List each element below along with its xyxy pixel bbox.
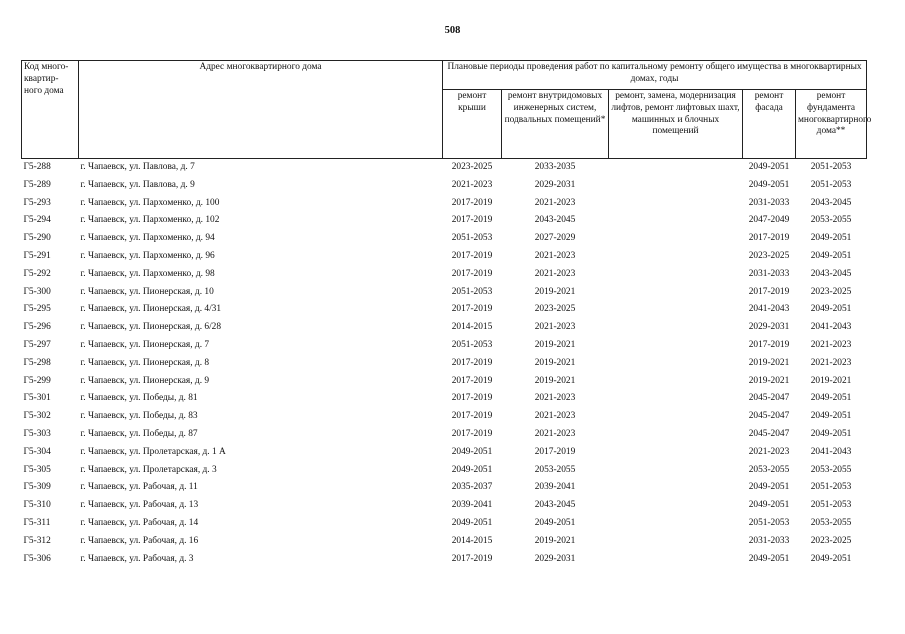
cell-foundation: 2049-2051 (810, 393, 852, 404)
cell-foundation: 2041-2043 (810, 446, 852, 457)
cell-address: г. Чапаевск, ул. Пионерская, д. 7 (80, 339, 210, 350)
cell-facade: 2019-2021 (748, 375, 790, 386)
cell-engineering: 2043-2045 (534, 500, 576, 511)
cell-facade: 2031-2033 (748, 268, 790, 279)
cell-address: г. Чапаевск, ул. Пархоменко, д. 100 (80, 197, 220, 208)
table-row (22, 551, 867, 569)
cell-roof: 2035-2037 (451, 482, 493, 493)
cell-engineering: 2023-2025 (534, 304, 576, 315)
cell-address: г. Чапаевск, ул. Рабочая, д. 14 (80, 517, 199, 528)
cell-foundation: 2021-2023 (810, 357, 852, 368)
cell-facade: 2041-2043 (748, 304, 790, 315)
table-row (22, 212, 867, 230)
cell-roof: 2023-2025 (451, 162, 493, 173)
cell-foundation: 2043-2045 (810, 268, 852, 279)
cell-engineering: 2049-2051 (534, 517, 576, 528)
cell-engineering: 2029-2031 (534, 553, 576, 564)
cell-engineering: 2017-2019 (534, 446, 576, 457)
cell-address: г. Чапаевск, ул. Пархоменко, д. 96 (80, 251, 215, 261)
cell-facade: 2017-2019 (748, 233, 790, 244)
cell-roof: 2017-2019 (451, 268, 493, 279)
cell-address: г. Чапаевск, ул. Пархоменко, д. 98 (80, 268, 215, 279)
cell-foundation: 2049-2051 (810, 233, 852, 244)
cell-elevator (609, 195, 743, 213)
cell-engineering: 2021-2023 (534, 428, 576, 439)
cell-facade: 2053-2055 (748, 464, 790, 475)
table-row (22, 390, 867, 408)
cell-foundation: 2053-2055 (810, 517, 852, 528)
cell-engineering: 2019-2021 (534, 535, 576, 546)
cell-elevator (609, 212, 743, 230)
cell-elevator (609, 444, 743, 462)
cell-engineering: 2021-2023 (534, 251, 576, 261)
header-periods: Плановые периоды проведения работ по капитальному ремонту общего имущества в многоквартирных домах, годы (443, 61, 867, 90)
cell-facade: 2017-2019 (748, 339, 790, 350)
cell-elevator (609, 551, 743, 569)
cell-code: Г5-297 (23, 339, 51, 350)
header-facade: ремонт фасада (743, 90, 796, 159)
cell-facade: 2031-2033 (748, 197, 790, 208)
header-address: Адрес многоквартирного дома (79, 61, 443, 159)
cell-engineering: 2029-2031 (534, 179, 576, 190)
cell-engineering: 2043-2045 (534, 215, 576, 226)
cell-roof: 2014-2015 (451, 535, 493, 546)
table-row (22, 230, 867, 248)
cell-elevator (609, 462, 743, 480)
cell-engineering: 2039-2041 (534, 482, 576, 493)
header-foundation: ремонт фундамента многоквартирного дома** (796, 90, 867, 159)
cell-roof: 2017-2019 (451, 197, 493, 208)
cell-roof: 2017-2019 (451, 375, 493, 386)
cell-address: г. Чапаевск, ул. Пионерская, д. 8 (80, 357, 210, 368)
table-row (22, 301, 867, 319)
cell-address: г. Чапаевск, ул. Пархоменко, д. 94 (80, 233, 215, 244)
cell-address: г. Чапаевск, ул. Рабочая, д. 16 (80, 535, 199, 546)
cell-roof: 2051-2053 (451, 286, 493, 297)
cell-code: Г5-296 (23, 322, 51, 333)
cell-elevator (609, 497, 743, 515)
cell-code: Г5-310 (23, 500, 51, 511)
cell-address: г. Чапаевск, ул. Пархоменко, д. 102 (80, 215, 220, 226)
table-row (22, 462, 867, 480)
cell-code: Г5-291 (23, 251, 51, 261)
table-row (22, 284, 867, 302)
cell-facade: 2017-2019 (748, 286, 790, 297)
cell-elevator (609, 426, 743, 444)
cell-address: г. Чапаевск, ул. Рабочая, д. 13 (80, 500, 199, 511)
cell-foundation: 2051-2053 (810, 162, 852, 173)
cell-facade: 2045-2047 (748, 393, 790, 404)
cell-foundation: 2043-2045 (810, 197, 852, 208)
cell-code: Г5-300 (23, 286, 51, 297)
cell-foundation: 2051-2053 (810, 482, 852, 493)
table-row (22, 355, 867, 373)
cell-foundation: 2053-2055 (810, 215, 852, 226)
cell-facade: 2049-2051 (748, 179, 790, 190)
table-row (22, 195, 867, 213)
cell-code: Г5-302 (23, 411, 51, 422)
cell-roof: 2017-2019 (451, 553, 493, 564)
table-row (22, 248, 867, 266)
cell-elevator (609, 159, 743, 177)
cell-roof: 2017-2019 (451, 251, 493, 261)
cell-facade: 2021-2023 (748, 446, 790, 457)
cell-roof: 2049-2051 (451, 517, 493, 528)
cell-foundation: 2019-2021 (810, 375, 852, 386)
cell-facade: 2031-2033 (748, 535, 790, 546)
cell-foundation: 2049-2051 (810, 411, 852, 422)
cell-engineering: 2027-2029 (534, 233, 576, 244)
cell-elevator (609, 515, 743, 533)
cell-roof: 2017-2019 (451, 411, 493, 422)
cell-engineering: 2021-2023 (534, 197, 576, 208)
cell-code: Г5-301 (23, 393, 51, 404)
cell-foundation: 2053-2055 (810, 464, 852, 475)
cell-address: г. Чапаевск, ул. Павлова, д. 7 (80, 162, 195, 173)
cell-code: Г5-312 (23, 535, 51, 546)
cell-roof: 2014-2015 (451, 322, 493, 333)
cell-code: Г5-292 (23, 268, 51, 279)
cell-roof: 2039-2041 (451, 500, 493, 511)
table-row (22, 373, 867, 391)
cell-foundation: 2049-2051 (810, 251, 852, 261)
cell-engineering: 2019-2021 (534, 357, 576, 368)
cell-foundation: 2049-2051 (810, 304, 852, 315)
cell-code: Г5-306 (23, 553, 51, 564)
cell-code: Г5-295 (23, 304, 51, 315)
cell-address: г. Чапаевск, ул. Победы, д. 83 (80, 411, 198, 422)
cell-foundation: 2051-2053 (810, 179, 852, 190)
cell-address: г. Чапаевск, ул. Рабочая, д. 11 (80, 482, 198, 493)
table-body (22, 159, 867, 569)
cell-facade: 2051-2053 (748, 517, 790, 528)
cell-elevator (609, 408, 743, 426)
cell-elevator (609, 337, 743, 355)
cell-facade: 2047-2049 (748, 215, 790, 226)
table-row (22, 533, 867, 551)
cell-code: Г5-288 (23, 162, 51, 173)
cell-roof: 2049-2051 (451, 446, 493, 457)
cell-code: Г5-289 (23, 179, 51, 190)
cell-facade: 2049-2051 (748, 553, 790, 564)
table-header (22, 61, 872, 159)
table-row (22, 159, 867, 177)
header-elevator: ремонт, замена, модернизация лифтов, ремонт лифтовых шахт, машинных и блочных помещений (609, 90, 743, 159)
cell-foundation: 2049-2051 (810, 428, 852, 439)
cell-address: г. Чапаевск, ул. Пионерская, д. 4/31 (80, 304, 222, 315)
cell-address: г. Чапаевск, ул. Пионерская, д. 9 (80, 375, 210, 386)
cell-address: г. Чапаевск, ул. Рабочая, д. 3 (80, 553, 194, 564)
cell-roof: 2017-2019 (451, 428, 493, 439)
cell-engineering: 2033-2035 (534, 162, 576, 173)
cell-address: г. Чапаевск, ул. Пионерская, д. 10 (80, 286, 214, 297)
table-row (22, 319, 867, 337)
cell-code: Г5-299 (23, 375, 51, 386)
cell-roof: 2021-2023 (451, 179, 493, 190)
cell-elevator (609, 248, 743, 266)
cell-foundation: 2051-2053 (810, 500, 852, 511)
cell-foundation: 2023-2025 (810, 535, 852, 546)
table-row (22, 266, 867, 284)
header-engineering: ремонт внутридомовых инженерных систем, подвальных помещений* (502, 90, 609, 159)
cell-code: Г5-290 (23, 233, 51, 244)
cell-engineering: 2021-2023 (534, 322, 576, 333)
cell-roof: 2049-2051 (451, 464, 493, 475)
cell-foundation: 2023-2025 (810, 286, 852, 297)
cell-engineering: 2019-2021 (534, 375, 576, 386)
cell-roof: 2017-2019 (451, 393, 493, 404)
cell-roof: 2051-2053 (451, 339, 493, 350)
cell-code: Г5-305 (23, 464, 51, 475)
cell-elevator (609, 390, 743, 408)
cell-code: Г5-298 (23, 357, 51, 368)
cell-address: г. Чапаевск, ул. Победы, д. 87 (80, 428, 198, 439)
page-number: 508 (444, 25, 461, 36)
cell-code: Г5-311 (23, 517, 51, 528)
cell-engineering: 2021-2023 (534, 411, 576, 422)
cell-engineering: 2019-2021 (534, 286, 576, 297)
cell-facade: 2045-2047 (748, 428, 790, 439)
cell-elevator (609, 284, 743, 302)
cell-code: Г5-294 (23, 215, 51, 226)
table-row (22, 408, 867, 426)
cell-roof: 2017-2019 (451, 357, 493, 368)
cell-address: г. Чапаевск, ул. Победы, д. 81 (80, 393, 198, 404)
table-row (22, 515, 867, 533)
cell-elevator (609, 177, 743, 195)
table-row (22, 497, 867, 515)
cell-roof: 2017-2019 (451, 304, 493, 315)
cell-elevator (609, 301, 743, 319)
cell-elevator (609, 266, 743, 284)
cell-engineering: 2021-2023 (534, 393, 576, 404)
cell-foundation: 2049-2051 (810, 553, 852, 564)
cell-elevator (609, 373, 743, 391)
cell-elevator (609, 319, 743, 337)
cell-address: г. Чапаевск, ул. Пионерская, д. 6/28 (80, 322, 222, 333)
table-row (22, 444, 867, 462)
cell-code: Г5-293 (23, 197, 51, 208)
cell-facade: 2049-2051 (748, 500, 790, 511)
cell-engineering: 2053-2055 (534, 464, 576, 475)
cell-code: Г5-309 (23, 482, 51, 493)
cell-facade: 2049-2051 (748, 482, 790, 493)
cell-facade: 2049-2051 (748, 162, 790, 173)
cell-address: г. Чапаевск, ул. Павлова, д. 9 (80, 179, 195, 190)
table-row (22, 426, 867, 444)
cell-roof: 2017-2019 (451, 215, 493, 226)
cell-engineering: 2019-2021 (534, 339, 576, 350)
cell-foundation: 2021-2023 (810, 339, 852, 350)
table-row (22, 337, 867, 355)
cell-facade: 2023-2025 (748, 251, 790, 261)
cell-elevator (609, 533, 743, 551)
cell-facade: 2029-2031 (748, 322, 790, 333)
cell-elevator (609, 230, 743, 248)
cell-facade: 2019-2021 (748, 357, 790, 368)
cell-address: г. Чапаевск, ул. Пролетарская, д. 3 (80, 464, 217, 475)
cell-elevator (609, 355, 743, 373)
cell-engineering: 2021-2023 (534, 268, 576, 279)
cell-code: Г5-304 (23, 446, 51, 457)
cell-roof: 2051-2053 (451, 233, 493, 244)
table-row (22, 177, 867, 195)
header-roof: ремонт крыши (443, 90, 502, 159)
cell-elevator (609, 479, 743, 497)
table-row (22, 479, 867, 497)
header-code: Код много-квартир-ного дома (22, 61, 79, 159)
cell-address: г. Чапаевск, ул. Пролетарская, д. 1 А (80, 446, 226, 457)
cell-facade: 2045-2047 (748, 411, 790, 422)
cell-foundation: 2041-2043 (810, 322, 852, 333)
cell-code: Г5-303 (23, 428, 51, 439)
repair-schedule-table (21, 60, 872, 568)
